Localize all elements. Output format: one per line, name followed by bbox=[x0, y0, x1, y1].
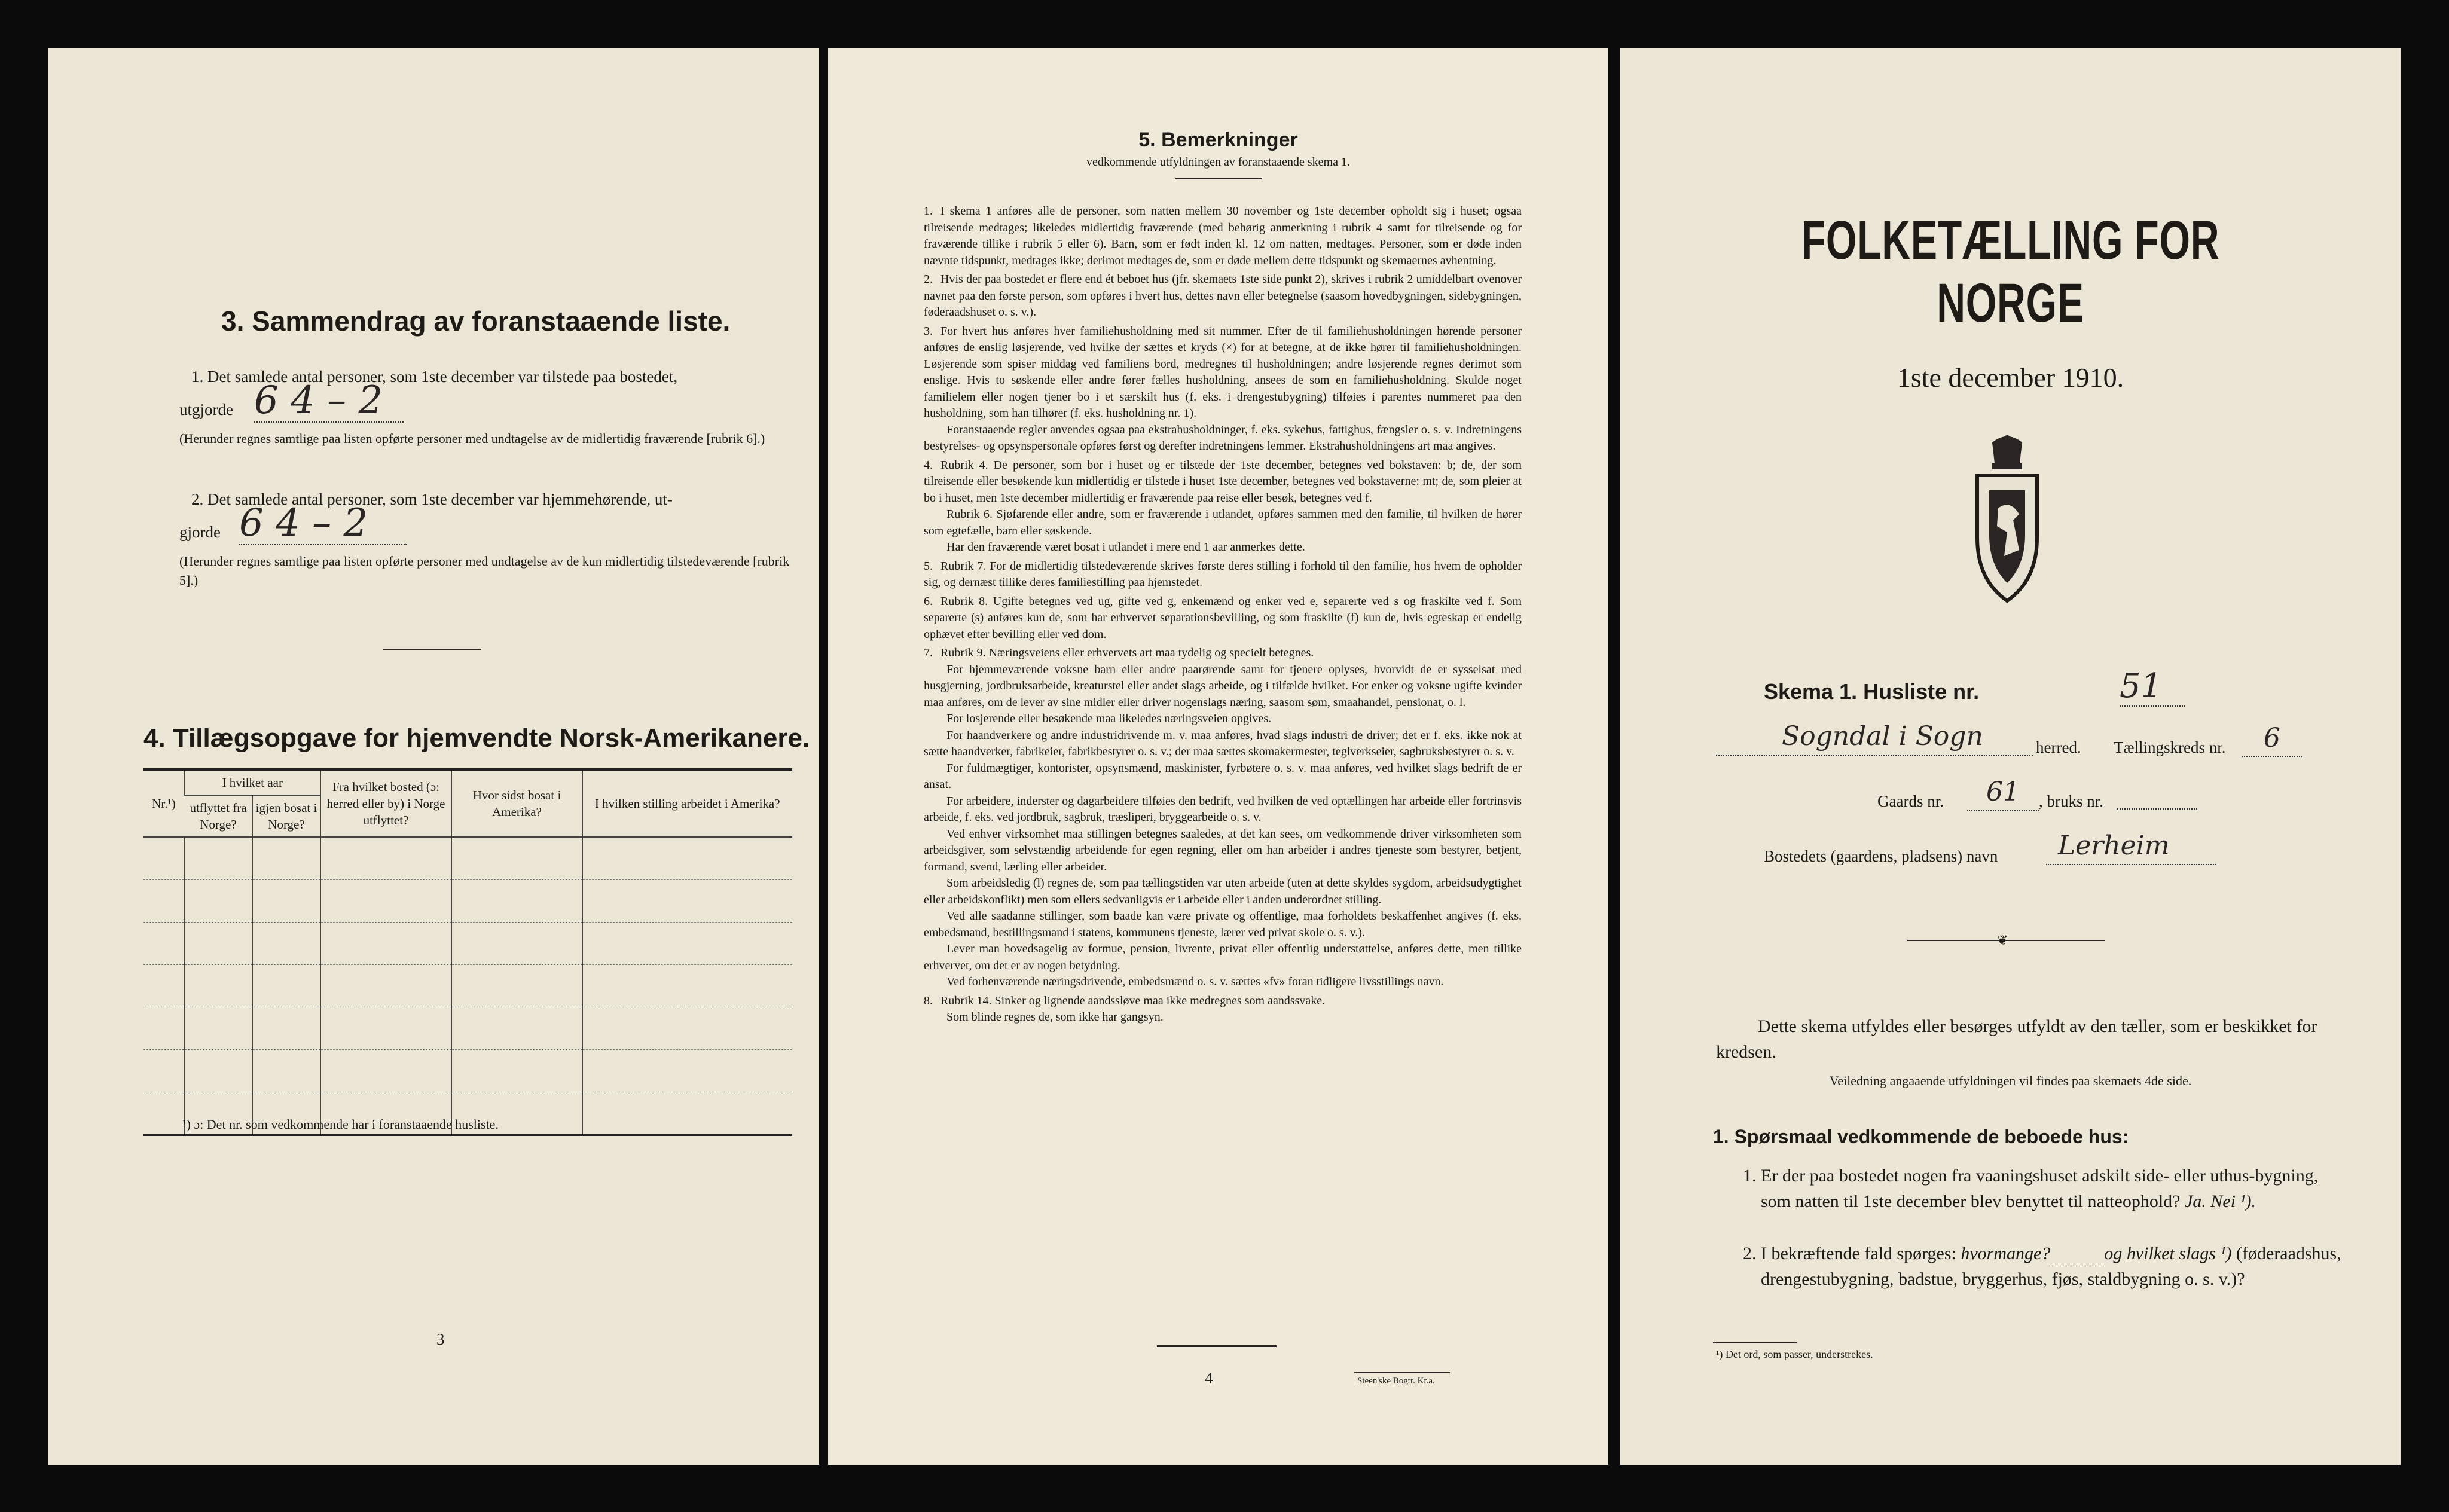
remark-paragraph: Foranstaaende regler anvendes ogsaa paa ekstrahusholdninger, f. eks. sykehus, fattighus, fængsler o. s. v. Indretningens bestyrelses- og opsynspersonale opføres først og derefter indretningens lemmer. Ekstrahusholdningens art maa angives. bbox=[924, 423, 1522, 453]
remark-paragraph: Ved forhenværende næringsdrivende, embedsmænd o. s. v. sættes «fv» foran tidligere livsstillings navn. bbox=[946, 975, 1444, 988]
item2-text: 2. Det samlede antal personer, som 1ste december var hjemmehørende, ut- bbox=[191, 490, 673, 508]
remark-paragraph: 1. I skema 1 anføres alle de personer, som natten mellem 30 november og 1ste december opholdt sig i huset; ogsaa tilreisende medtages; likeledes midlertidig fraværende (med behørig anmerkning i rubrik 4 samt for tilreisende og for fraværende tillike i rubrik 5 eller 6). Barn, som er født inden kl. 12 om natten, medtages. Personer, som er døde inden nævnte tidspunkt, medtages ikke; derimot medtages de, som er døde mellem dette tidspunkt og skemaernes avhentning. bbox=[924, 204, 1522, 267]
divider bbox=[1354, 1372, 1450, 1373]
item1-note: (Herunder regnes samtlige paa listen opførte personer med undtagelse av de midlertidig fraværende [rubrik 6].) bbox=[179, 431, 765, 446]
instruction-text: Dette skema utfyldes eller besørges utfyldt av den tæller, som er beskikket for kredsen. bbox=[1716, 1016, 2317, 1062]
krets-value: 6 bbox=[2242, 720, 2302, 757]
header-last-in-america: Hvor sidst bosat i Amerika? bbox=[451, 769, 582, 837]
question1-2-what-kind: og hvilket slags ¹) bbox=[2104, 1244, 2232, 1263]
norway-coat-of-arms-icon bbox=[1962, 430, 2052, 604]
table-row bbox=[143, 837, 792, 880]
item2-prefix: gjorde bbox=[179, 523, 221, 541]
bruks-label: , bruks nr. bbox=[2039, 792, 2103, 810]
left-page bbox=[48, 48, 819, 1465]
remark-paragraph: 7. Rubrik 9. Næringsveiens eller erhvervets art maa tydelig og specielt betegnes. bbox=[924, 646, 1314, 659]
header-returned: igjen bosat i Norge? bbox=[252, 795, 320, 837]
question1-2 bbox=[1743, 1241, 2344, 1292]
printer-mark: Steen'ske Bogtr. Kr.a. bbox=[1357, 1376, 1435, 1386]
right-page bbox=[1620, 48, 2401, 1465]
item1-prefix: utgjorde bbox=[179, 401, 233, 419]
remark-paragraph: Som arbeidsledig (l) regnes de, som paa tællingstiden var uten arbeide (uten at dette skyldes sygdom, arbeidsudygtighet eller arbeidskonflikt) men som ellers sedvanligvis er i arbeide eller i anden underordnet stilling. bbox=[924, 876, 1522, 906]
header-occupation-america: I hvilken stilling arbeidet i Amerika? bbox=[582, 769, 792, 837]
remark-paragraph: For fuldmægtiger, kontorister, opsynsmænd, maskinister, fyrbøtere o. s. v. maa anføres, ved hvilket slags bedrift de er ansat. bbox=[924, 761, 1522, 791]
remark-paragraph: For hjemmeværende voksne barn eller andre paarørende samt for tjenere oplyses, hvorvidt de er sysselsat med husgjerning, jordbruksarbeide, kreaturstel eller andet slags arbeide, og i tilfælde hvilket. For enker og voksne ugifte kvinder maa anføres, om de lever av sine midler eller driver nogenslags næring, saasom søm, smaahandel, pensionat, o. l. bbox=[924, 662, 1522, 709]
remarks-title: 5. Bemerkninger bbox=[1138, 129, 1298, 151]
header-emigrated: utflyttet fra Norge? bbox=[185, 795, 253, 837]
header-from-place: Fra hvilket bosted (ɔ: herred eller by) i Norge utflyttet? bbox=[320, 769, 451, 837]
guide-text: Veiledning angaaende utfyldningen vil findes paa skemaets 4de side. bbox=[1829, 1073, 2192, 1088]
census-date: 1ste december 1910. bbox=[1897, 362, 2124, 393]
question1-2-text: 2. I bekræftende fald spørges: bbox=[1743, 1244, 1956, 1263]
remarks-subtitle: vedkommende utfyldningen av foranstaaende skema 1. bbox=[1086, 155, 1350, 169]
item2-value: 6 4 – 2 bbox=[239, 502, 407, 545]
remark-paragraph: 4. Rubrik 4. De personer, som bor i huset og er tilstede der 1ste december, betegnes ved bokstaven: b; de, der som tilreisende eller besøkende kun midlertidig er tilstede i huset 1ste december, betegnes ved bokstaverne: mt; de, som pleier at bo i huset, men 1ste december midlertidig er fraværende paa reise eller besøk, betegnes ved f. bbox=[924, 458, 1522, 505]
remark-paragraph: 3. For hvert hus anføres hver familiehusholdning med sit nummer. Efter de til familiehusholdningen hørende personer anføres de enslig løsjerende, ved hvilke der sættes et kryds (×) for at betegne, at de ikke hører til familiehusholdningen. Løsjerende som spiser middag ved familiens bord, medregnes til husholdningen; andre løsjerende regnes derimot som enslige. Hvis to søskende eller andre fører fælles husholdning, ansees de som en familiehusholdning. Skulde noget familielem eller nogen tjener bo i et særskilt hus (f. eks. i drengestubygning) tilføies i parentes nummeret paa den husholdning, som han tilhører (f. eks. husholdning nr. 1). bbox=[924, 324, 1522, 420]
census-title: FOLKETÆLLING FOR NORGE bbox=[1801, 210, 2220, 334]
gaards-label: Gaards nr. bbox=[1877, 792, 1944, 810]
herred-value: Sogndal i Sogn bbox=[1716, 719, 2033, 756]
table-row bbox=[143, 1007, 792, 1050]
question1-1 bbox=[1743, 1163, 2344, 1214]
item1-value: 6 4 – 2 bbox=[254, 380, 404, 423]
schema-label: Skema 1. Husliste nr. bbox=[1764, 679, 1980, 704]
question1-1-text: 1. Er der paa bostedet nogen fra vaaningshuset adskilt side- eller uthus-bygning, som natten til 1ste december blev benyttet til natteophold? bbox=[1743, 1166, 2319, 1211]
table-row bbox=[143, 923, 792, 965]
herred-label: herred. bbox=[2036, 738, 2081, 756]
bosted-label: Bostedets (gaardens, pladsens) navn bbox=[1764, 847, 1998, 865]
ornament-icon: ❦ bbox=[1997, 933, 2008, 948]
question1-2-examples: (føderaadshus, drengestubygning, badstue, bryggerhus, fjøs, staldbygning o. s. v.)? bbox=[1761, 1244, 2341, 1289]
remark-paragraph: 6. Rubrik 8. Ugifte betegnes ved ug, gifte ved g, enkemænd og enker ved e, separerte ved s og fraskilte ved f. Som separerte (s) anføres kun de, som har erhvervet separationsbevilling, og som fraskilte (f) kun de, hvis egteskap er endelig ophævet efter bevilling eller ved dom. bbox=[924, 594, 1522, 641]
item1-text: 1. Det samlede antal personer, som 1ste december var tilstede paa bostedet, bbox=[191, 368, 678, 386]
remark-paragraph: For losjerende eller besøkende maa likeledes næringsveien opgives. bbox=[946, 712, 1272, 725]
question1-title bbox=[1713, 1124, 2129, 1150]
divider bbox=[383, 649, 481, 650]
section4-title: 4. Tillægsopgave for hjemvendte Norsk-Amerikanere. bbox=[143, 723, 810, 753]
page-number: 3 bbox=[436, 1330, 445, 1348]
bosted-value: Lerheim bbox=[2046, 828, 2216, 865]
question1-title-text: 1. Spørsmaal vedkommende de beboede hus: bbox=[1713, 1126, 2129, 1147]
item2-note: (Herunder regnes samtlige paa listen opførte personer med undtagelse av de kun midlertidig tilstedeværende [rubrik 5].) bbox=[179, 554, 790, 588]
remark-paragraph: Har den fraværende været bosat i utlandet i mere end 1 aar anmerkes dette. bbox=[946, 540, 1305, 554]
remark-paragraph: Som blinde regnes de, som ikke har gangsyn. bbox=[946, 1010, 1164, 1024]
header-year-group: I hvilket aar bbox=[185, 769, 321, 795]
header-nr: Nr.¹) bbox=[143, 769, 185, 837]
remark-paragraph: Rubrik 6. Sjøfarende eller andre, som er fraværende i utlandet, opføres sammen med den familie, til hvilken de hører som egtefælle, barn eller søskende. bbox=[924, 508, 1522, 537]
divider bbox=[1175, 178, 1262, 179]
remark-paragraph: For haandverkere og andre industridrivende m. v. maa anføres, hvad slags industri de driver; det er f. eks. ikke nok at sætte haandverker, fabrikeier, fabrikbestyrer o. s. v.; der maa sættes skomakermester, teglverkseier, sagbruksbestyrer o. s. v. bbox=[924, 728, 1522, 758]
remark-paragraph: For arbeidere, inderster og dagarbeidere tilføies den bedrift, ved hvilken de ved optællingen har arbeide eller fortrinsvis arbeide, f. eks. ved jordbruk, sagbruk, træsliperi, bryggearbeide o. s. v. bbox=[924, 794, 1522, 824]
remark-paragraph: Lever man hovedsagelig av formue, pension, livrente, privat eller offentlig understøttelse, anføres dette, men tillike erhvervet, om det er av nogen betydning. bbox=[924, 942, 1522, 972]
remark-paragraph: 2. Hvis der paa bostedet er flere end ét beboet hus (jfr. skemaets 1ste side punkt 2), skrives i rubrik 2 umiddelbart ovenover navnet paa den første person, som opføres i hvert hus, dettes navn eller betegnelse (saasom hovedbygningen, sidebygningen, føderaadshuset o. s. v.). bbox=[924, 273, 1522, 319]
bruks-field bbox=[2117, 808, 2197, 810]
norsk-amerikanere-table bbox=[143, 768, 792, 1136]
remarks-body bbox=[924, 203, 1522, 1026]
remark-paragraph: 8. Rubrik 14. Sinker og lignende aandssløve maa ikke medregnes som aandssvake. bbox=[924, 994, 1326, 1007]
section3-title: 3. Sammendrag av foranstaaende liste. bbox=[221, 306, 731, 337]
schema-number: 51 bbox=[2120, 667, 2185, 707]
table-row bbox=[143, 1050, 792, 1092]
krets-label: Tællingskreds nr. bbox=[2114, 738, 2226, 756]
remark-paragraph: Ved alle saadanne stillinger, som baade kan være private og offentlige, maa forholdets beskaffenhet angives (f. eks. embedsmand, bestillingsmand i statens, kommunens tjeneste, lærer ved privat skole o. s. v.). bbox=[924, 909, 1522, 939]
middle-page bbox=[828, 48, 1608, 1465]
footnote: ¹) ɔ: Det nr. som vedkommende har i foranstaaende husliste. bbox=[182, 1117, 499, 1132]
remark-paragraph: 5. Rubrik 7. For de midlertidig tilstedeværende skrives første deres stilling i forhold til den familie, hos hvem de opholder sig, og dernæst tillike deres familiestilling paa hjemstedet. bbox=[924, 559, 1522, 589]
question1-2-how-many: hvormange? bbox=[1961, 1244, 2051, 1263]
divider bbox=[1157, 1345, 1277, 1347]
table-row bbox=[143, 965, 792, 1007]
table-row bbox=[143, 880, 792, 923]
question1-1-answer: Ja. Nei ¹). bbox=[2184, 1192, 2256, 1211]
page-number: 4 bbox=[1205, 1369, 1213, 1387]
gaards-value: 61 bbox=[1967, 774, 2039, 811]
footnote: ¹) Det ord, som passer, understrekes. bbox=[1716, 1348, 1873, 1360]
divider bbox=[1713, 1342, 1797, 1343]
remark-paragraph: Ved enhver virksomhet maa stillingen betegnes saaledes, at det kan sees, om vedkommende driver virksomheten som arbeidsgiver, som selvstændig arbeidende for egen regning, eller om han arbeider i andres tjeneste som bestyrer, betjent, formand, svend, lærling eller arbeider. bbox=[924, 827, 1522, 873]
